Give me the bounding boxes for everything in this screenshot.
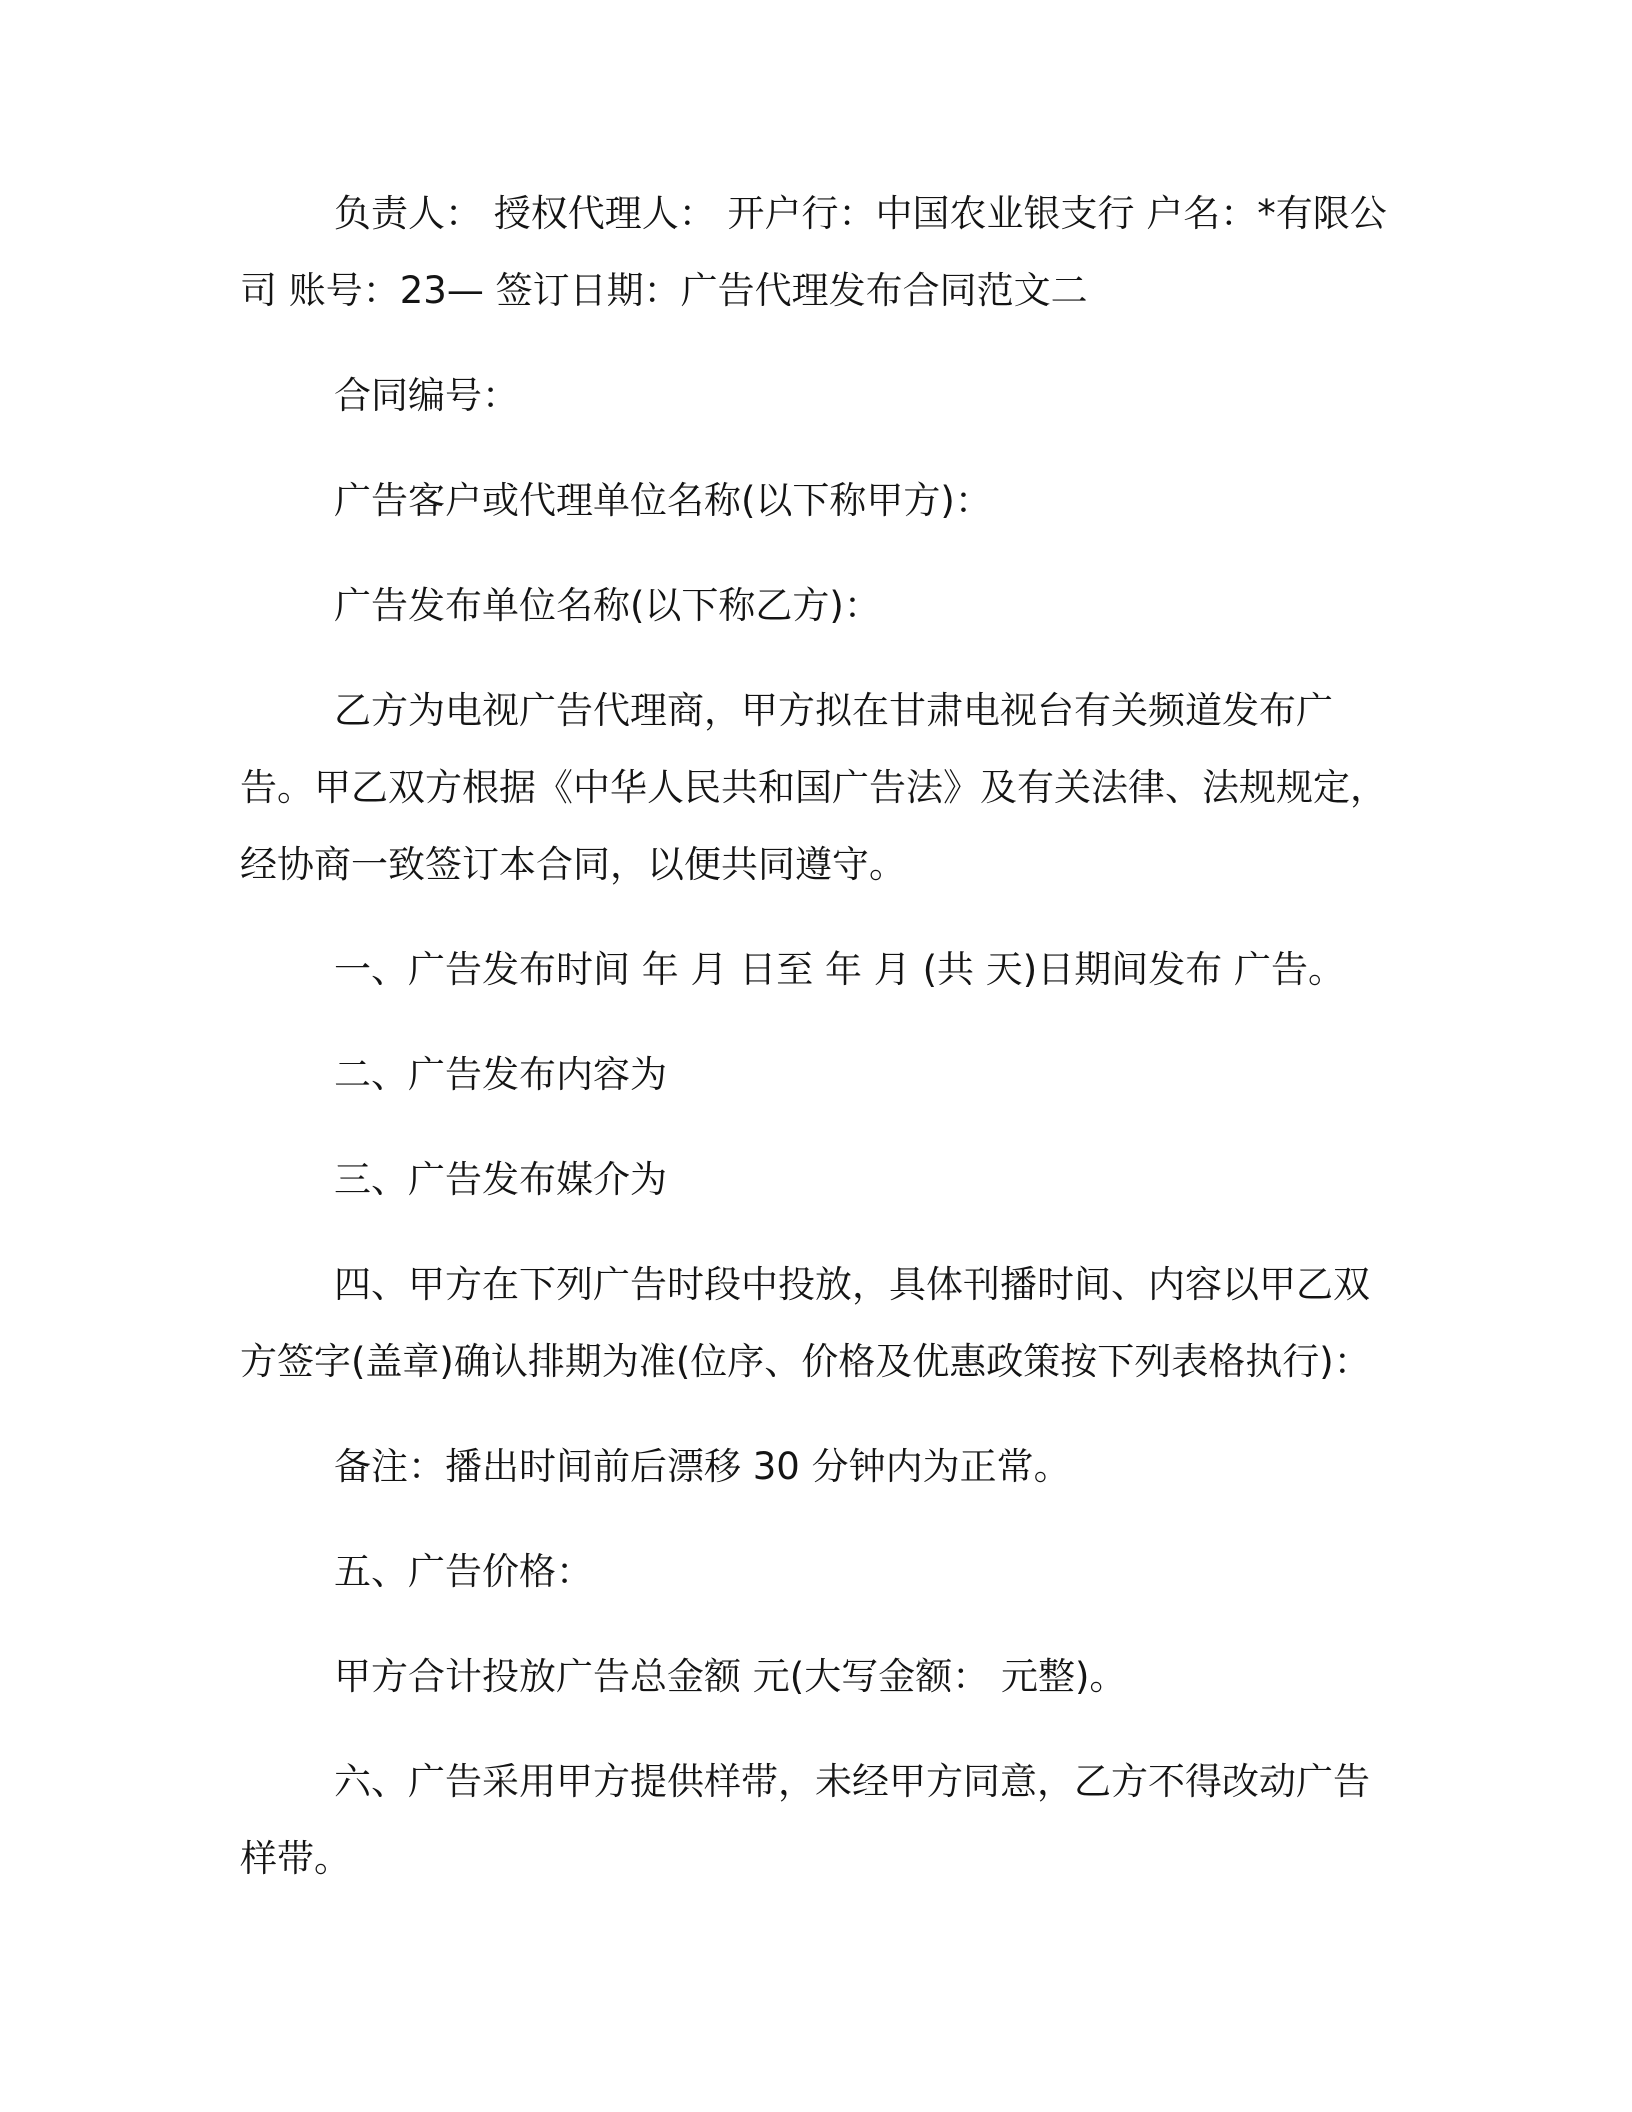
signature-info-paragraph: 负责人： 授权代理人： 开户行：中国农业银支行 户名：*有限公司 账号：23— 签订日期：广告代理发布合同范文二 [240, 192, 1387, 312]
document-body [240, 175, 1390, 1897]
party-b-paragraph: 广告发布单位名称(以下称乙方)： [334, 584, 881, 627]
clause-2-paragraph: 二、广告发布内容为 [334, 1053, 667, 1096]
clause-6-paragraph: 六、广告采用甲方提供样带，未经甲方同意，乙方不得改动广告样带。 [240, 1760, 1370, 1880]
clause-3-paragraph: 三、广告发布媒介为 [334, 1158, 667, 1201]
clause-1-paragraph: 一、广告发布时间 年 月 日至 年 月 (共 天)日期间发布 广告。 [334, 948, 1345, 991]
contract-number-paragraph: 合同编号： [334, 374, 519, 417]
remark-paragraph: 备注：播出时间前后漂移 30 分钟内为正常。 [334, 1445, 1071, 1488]
party-a-paragraph: 广告客户或代理单位名称(以下称甲方)： [334, 479, 992, 522]
preamble-paragraph: 乙方为电视广告代理商，甲方拟在甘肃电视台有关频道发布广告。甲乙双方根据《中华人民共和国广告法》及有关法律、法规规定，经协商一致签订本合同，以便共同遵守。 [240, 689, 1387, 886]
clause-4-paragraph: 四、甲方在下列广告时段中投放，具体刊播时间、内容以甲乙双方签字(盖章)确认排期为准(位序、价格及优惠政策按下列表格执行)： [240, 1263, 1371, 1383]
total-amount-paragraph: 甲方合计投放广告总金额 元(大写金额： 元整)。 [334, 1655, 1127, 1698]
clause-5-paragraph: 五、广告价格： [334, 1550, 593, 1593]
